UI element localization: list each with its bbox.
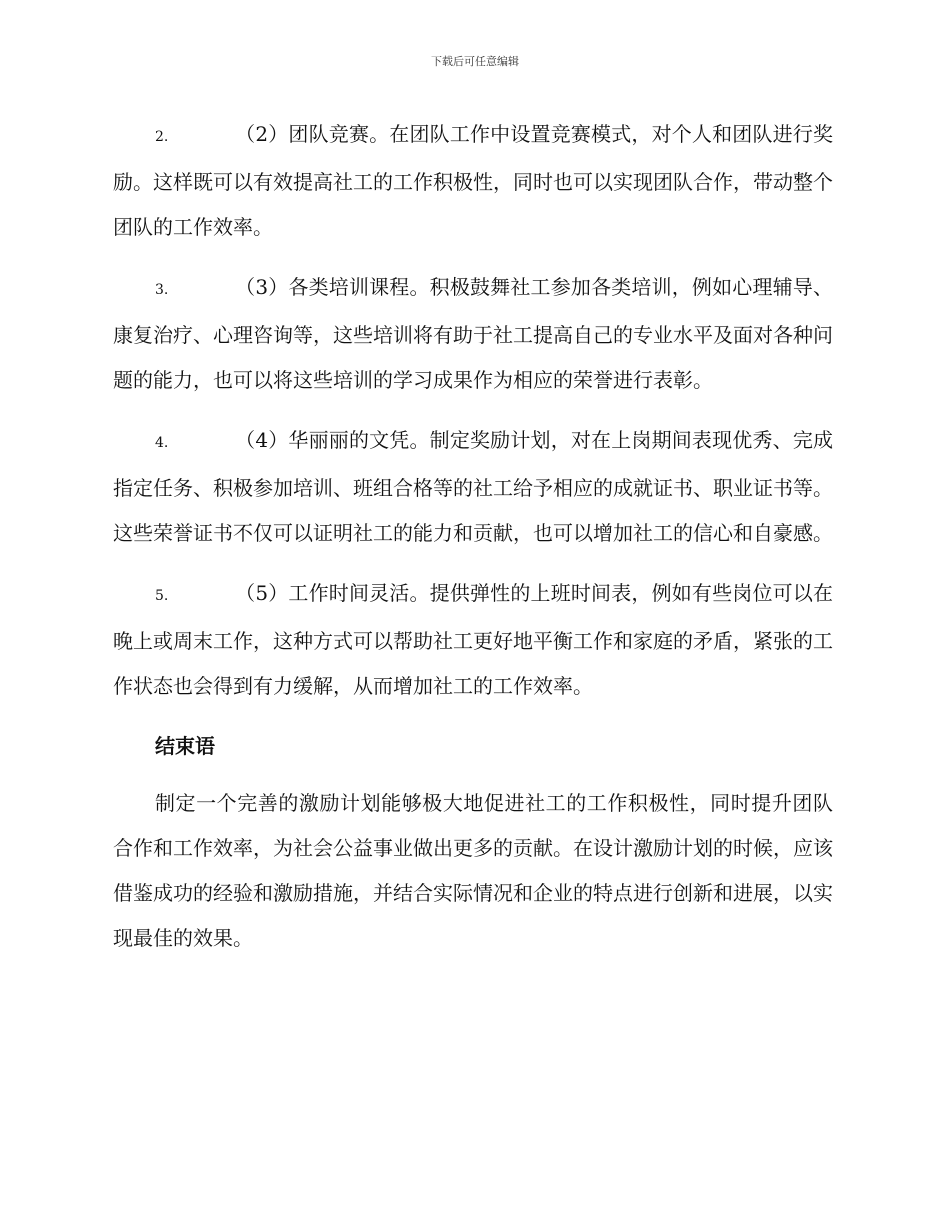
list-item (113, 571, 833, 709)
list-item-text: （4）华丽丽的文凭。制定奖励计划，对在上岗期间表现优秀、完成指定任务、积极参加培训、班组合格等的社工给予相应的成就证书、职业证书等。这些荣誉证书不仅可以证明社工的能力和贡献，也可以增加社工的信心和自豪感。 (113, 428, 833, 545)
page-header: 下载后可任意编辑 (431, 55, 519, 68)
conclusion-paragraph: 制定一个完善的激励计划能够极大地促进社工的工作积极性，同时提升团队合作和工作效率，为社会公益事业做出更多的贡献。在设计激励计划的时候，应该借鉴成功的经验和激励措施，并结合实际情况和企业的特点进行创新和进展，以实现最佳的效果。 (113, 791, 833, 950)
list-item-number: 3. (155, 282, 169, 298)
list-item-number: 5. (155, 588, 169, 604)
document-body (113, 112, 833, 976)
list-item-number: 4. (155, 435, 169, 451)
list-item (113, 265, 833, 403)
list-item-text: （2）团队竞赛。在团队工作中设置竞赛模式，对个人和团队进行奖励。这样既可以有效提高社工的工作积极性，同时也可以实现团队合作，带动整个团队的工作效率。 (113, 122, 833, 239)
list-item (113, 418, 833, 556)
list-item-text: （3）各类培训课程。积极鼓舞社工参加各类培训，例如心理辅导、康复治疗、心理咨询等，这些培训将有助于社工提高自己的专业水平及面对各种问题的能力，也可以将这些培训的学习成果作为相应的荣誉进行表彰。 (113, 275, 833, 392)
list-item-number: 2. (155, 129, 169, 145)
list-item-text: （5）工作时间灵活。提供弹性的上班时间表，例如有些岗位可以在晚上或周末工作，这种方式可以帮助社工更好地平衡工作和家庭的矛盾，紧张的工作状态也会得到有力缓解，从而增加社工的工作效率。 (113, 581, 833, 698)
list-item (113, 112, 833, 250)
section-heading: 结束语 (155, 734, 215, 758)
